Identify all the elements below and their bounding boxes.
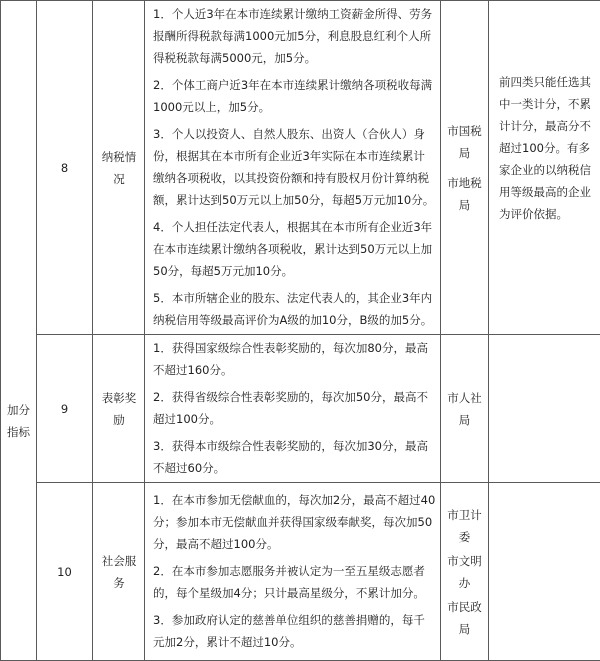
criteria-item: 1．个人近3年在本市连续累计缴纳工资薪金所得、劳务报酬所得税款每满1000元加5分，利息股息红利个人所得税税款每满5000元，加5分。 <box>153 1 436 72</box>
item-cell <box>93 483 145 661</box>
item-label: 表彰奖励 <box>97 387 141 431</box>
criteria-cell <box>145 483 441 661</box>
category-cell <box>1 1 37 661</box>
criteria-item: 3．参加政府认定的慈善单位组织的慈善捐赠的，每千元加2分，累计不超过10分。 <box>153 607 436 656</box>
criteria-cell <box>145 1 441 335</box>
row-number: 8 <box>37 1 93 335</box>
table-row <box>1 1 600 335</box>
dept-cell <box>441 335 489 483</box>
note-cell <box>489 335 600 483</box>
table-row <box>1 483 600 661</box>
dept-name: 市人社局 <box>445 387 485 431</box>
dept-name: 市地税局 <box>445 172 485 216</box>
item-cell <box>93 335 145 483</box>
table-row <box>1 335 600 483</box>
row-number: 10 <box>37 483 93 661</box>
criteria-item: 1．获得国家级综合性表彰奖励的，每次加80分，最高不超过160分。 <box>153 335 436 384</box>
dept-name: 市民政局 <box>445 596 485 640</box>
category-label: 加分指标 <box>6 399 32 443</box>
item-label: 社会服务 <box>97 550 141 594</box>
dept-name: 市文明办 <box>445 550 485 594</box>
dept-name: 市卫计委 <box>445 504 485 548</box>
criteria-item: 2．获得省级综合性表彰奖励的，每次加50分，最高不超过100分。 <box>153 384 436 433</box>
row-number: 9 <box>37 335 93 483</box>
criteria-item: 4．个人担任法定代表人，根据其在本市所有企业近3年在本市连续累计缴纳各项税收，累计达到50万元以上加50分，每超5万元加10分。 <box>153 214 436 285</box>
note-text: 前四类只能任选其中一类计分，不累计计分，最高分不超过100分。有多家企业的以纳税信用等级最高的企业为评价依据。 <box>499 71 594 225</box>
criteria-item: 3．获得本市级综合性表彰奖励的，每次加30分，最高不超过60分。 <box>153 433 436 482</box>
note-cell <box>489 1 600 335</box>
criteria-item: 1．在本市参加无偿献血的，每次加2分，最高不超过40分；参加本市无偿献血并获得国家级奉献奖，每次加50分，最高不超过100分。 <box>153 487 436 558</box>
item-label: 纳税情况 <box>97 146 141 190</box>
dept-cell <box>441 1 489 335</box>
criteria-item: 2．个体工商户近3年在本市连续累计缴纳各项税收每满1000元以上，加5分。 <box>153 72 436 121</box>
criteria-item: 3．个人以投资人、自然人股东、出资人（合伙人）身份，根据其在本市所有企业近3年实际在本市连续累计缴纳各项税收，以其投资份额和持有股权月份计算纳税额，累计达到50万元以上加50分，每超5万元加10分。 <box>153 121 436 214</box>
criteria-item: 5．本市所辖企业的股东、法定代表人的，其企业3年内纳税信用等级最高评价为A级的加10分，B级的加5分。 <box>153 285 436 334</box>
criteria-item: 2．在本市参加志愿服务并被认定为一至五星级志愿者的，每个星级加4分；只计最高星级分，不累计加分。 <box>153 558 436 607</box>
dept-name: 市国税局 <box>445 120 485 164</box>
dept-cell <box>441 483 489 661</box>
item-cell <box>93 1 145 335</box>
note-cell <box>489 483 600 661</box>
criteria-cell <box>145 335 441 483</box>
